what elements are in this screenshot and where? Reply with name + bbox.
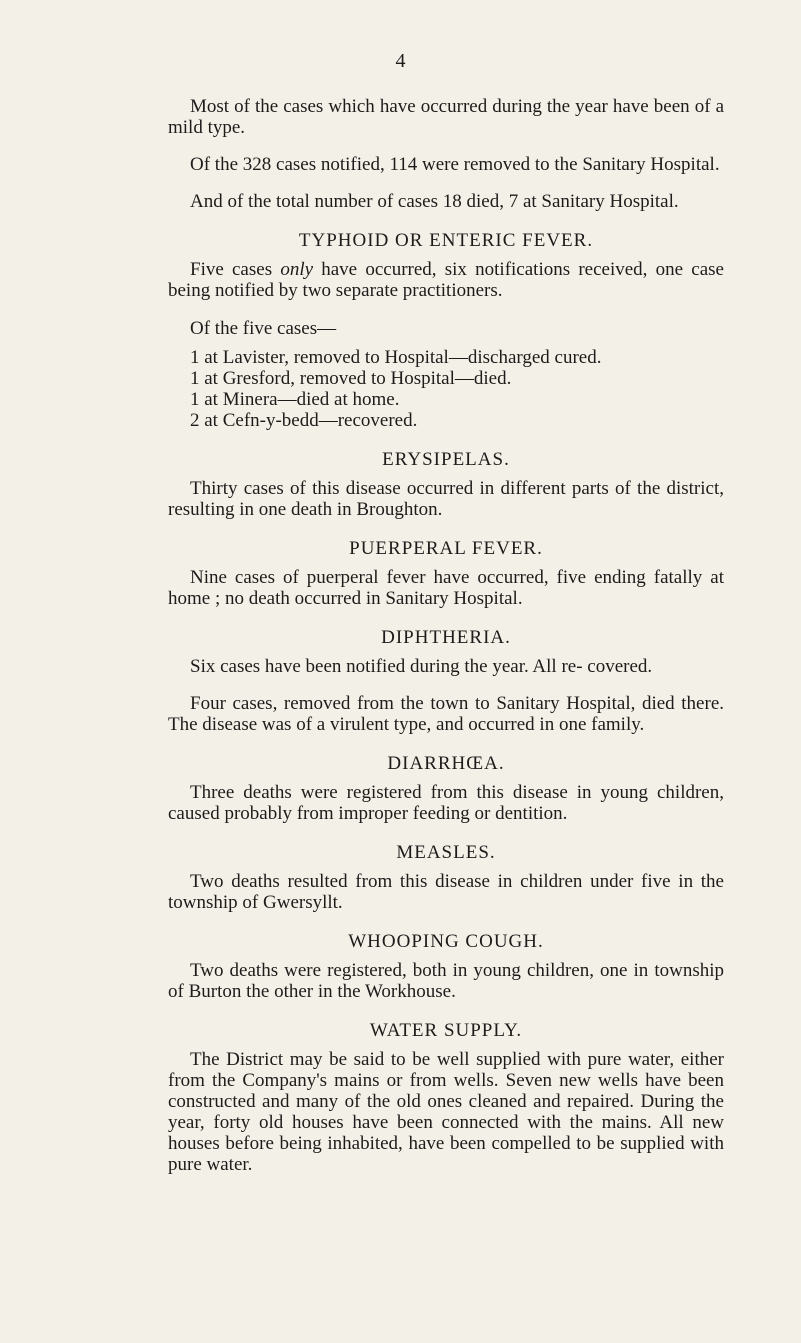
heading-measles: MEASLES. [396,842,496,863]
heading-diarrhoea: DIARRHŒA. [387,753,505,774]
heading-water-supply: WATER SUPPLY. [369,1020,523,1041]
intro-paragraph-cases-notified: Of the 328 cases notified, 114 were removed to the Sanitary Hospital. [190,154,720,175]
water-supply-paragraph: The District may be said to be well supplied with pure water, either from the Company's mains or from wells. Seven new wells have been constructed and many of the old ones cleaned and repaired. During the year, forty old houses have been connected with the mains. All new houses before being inhabited, have been compelled to be supplied with pure water. [168,1049,724,1175]
list-item: 1 at Gresford, removed to Hospital—died. [190,368,512,389]
typhoid-text-end: have occurred, six notifications received, one case being notified by two separate practitioners. [168,259,724,301]
page-number: 4 [395,50,406,72]
typhoid-text-start: Five cases [190,259,273,280]
typhoid-case-list [168,347,724,431]
heading-erysipelas: ERYSIPELAS. [382,449,510,470]
diphtheria-paragraph-notified: Six cases have been notified during the year. All re- covered. [190,656,653,677]
diarrhoea-paragraph: Three deaths were registered from this disease in young children, caused probably from improper feeding or dentition. [168,782,724,824]
heading-diphtheria: DIPHTHERIA. [381,627,511,648]
typhoid-cases-intro: Of the five cases— [190,318,337,339]
diphtheria-paragraph-removed: Four cases, removed from the town to Sanitary Hospital, died there. The disease was of a virulent type, and occurred in one family. [168,693,724,735]
erysipelas-paragraph: Thirty cases of this disease occurred in different parts of the district, resulting in one death in Broughton. [168,478,724,520]
list-item: 1 at Lavister, removed to Hospital—discharged cured. [190,347,602,368]
typhoid-paragraph [168,259,724,301]
typhoid-text-emphasis: only [280,259,314,280]
whooping-cough-paragraph: Two deaths were registered, both in young children, one in township of Burton the other in the Workhouse. [168,960,724,1002]
intro-paragraph-deaths: And of the total number of cases 18 died, 7 at Sanitary Hospital. [190,191,679,212]
heading-puerperal-fever: PUERPERAL FEVER. [349,538,543,559]
list-item: 2 at Cefn-y-bedd—recovered. [190,410,418,431]
page-content [168,96,724,1175]
heading-whooping-cough: WHOOPING COUGH. [348,931,544,952]
measles-paragraph: Two deaths resulted from this disease in children under five in the township of Gwersyllt. [168,871,724,913]
list-item: 1 at Minera—died at home. [190,389,400,410]
puerperal-paragraph: Nine cases of puerperal fever have occurred, five ending fatally at home ; no death occurred in Sanitary Hospital. [168,567,724,609]
heading-typhoid: TYPHOID OR ENTERIC FEVER. [298,230,594,251]
intro-paragraph-mild-type: Most of the cases which have occurred during the year have been of a mild type. [168,96,724,138]
